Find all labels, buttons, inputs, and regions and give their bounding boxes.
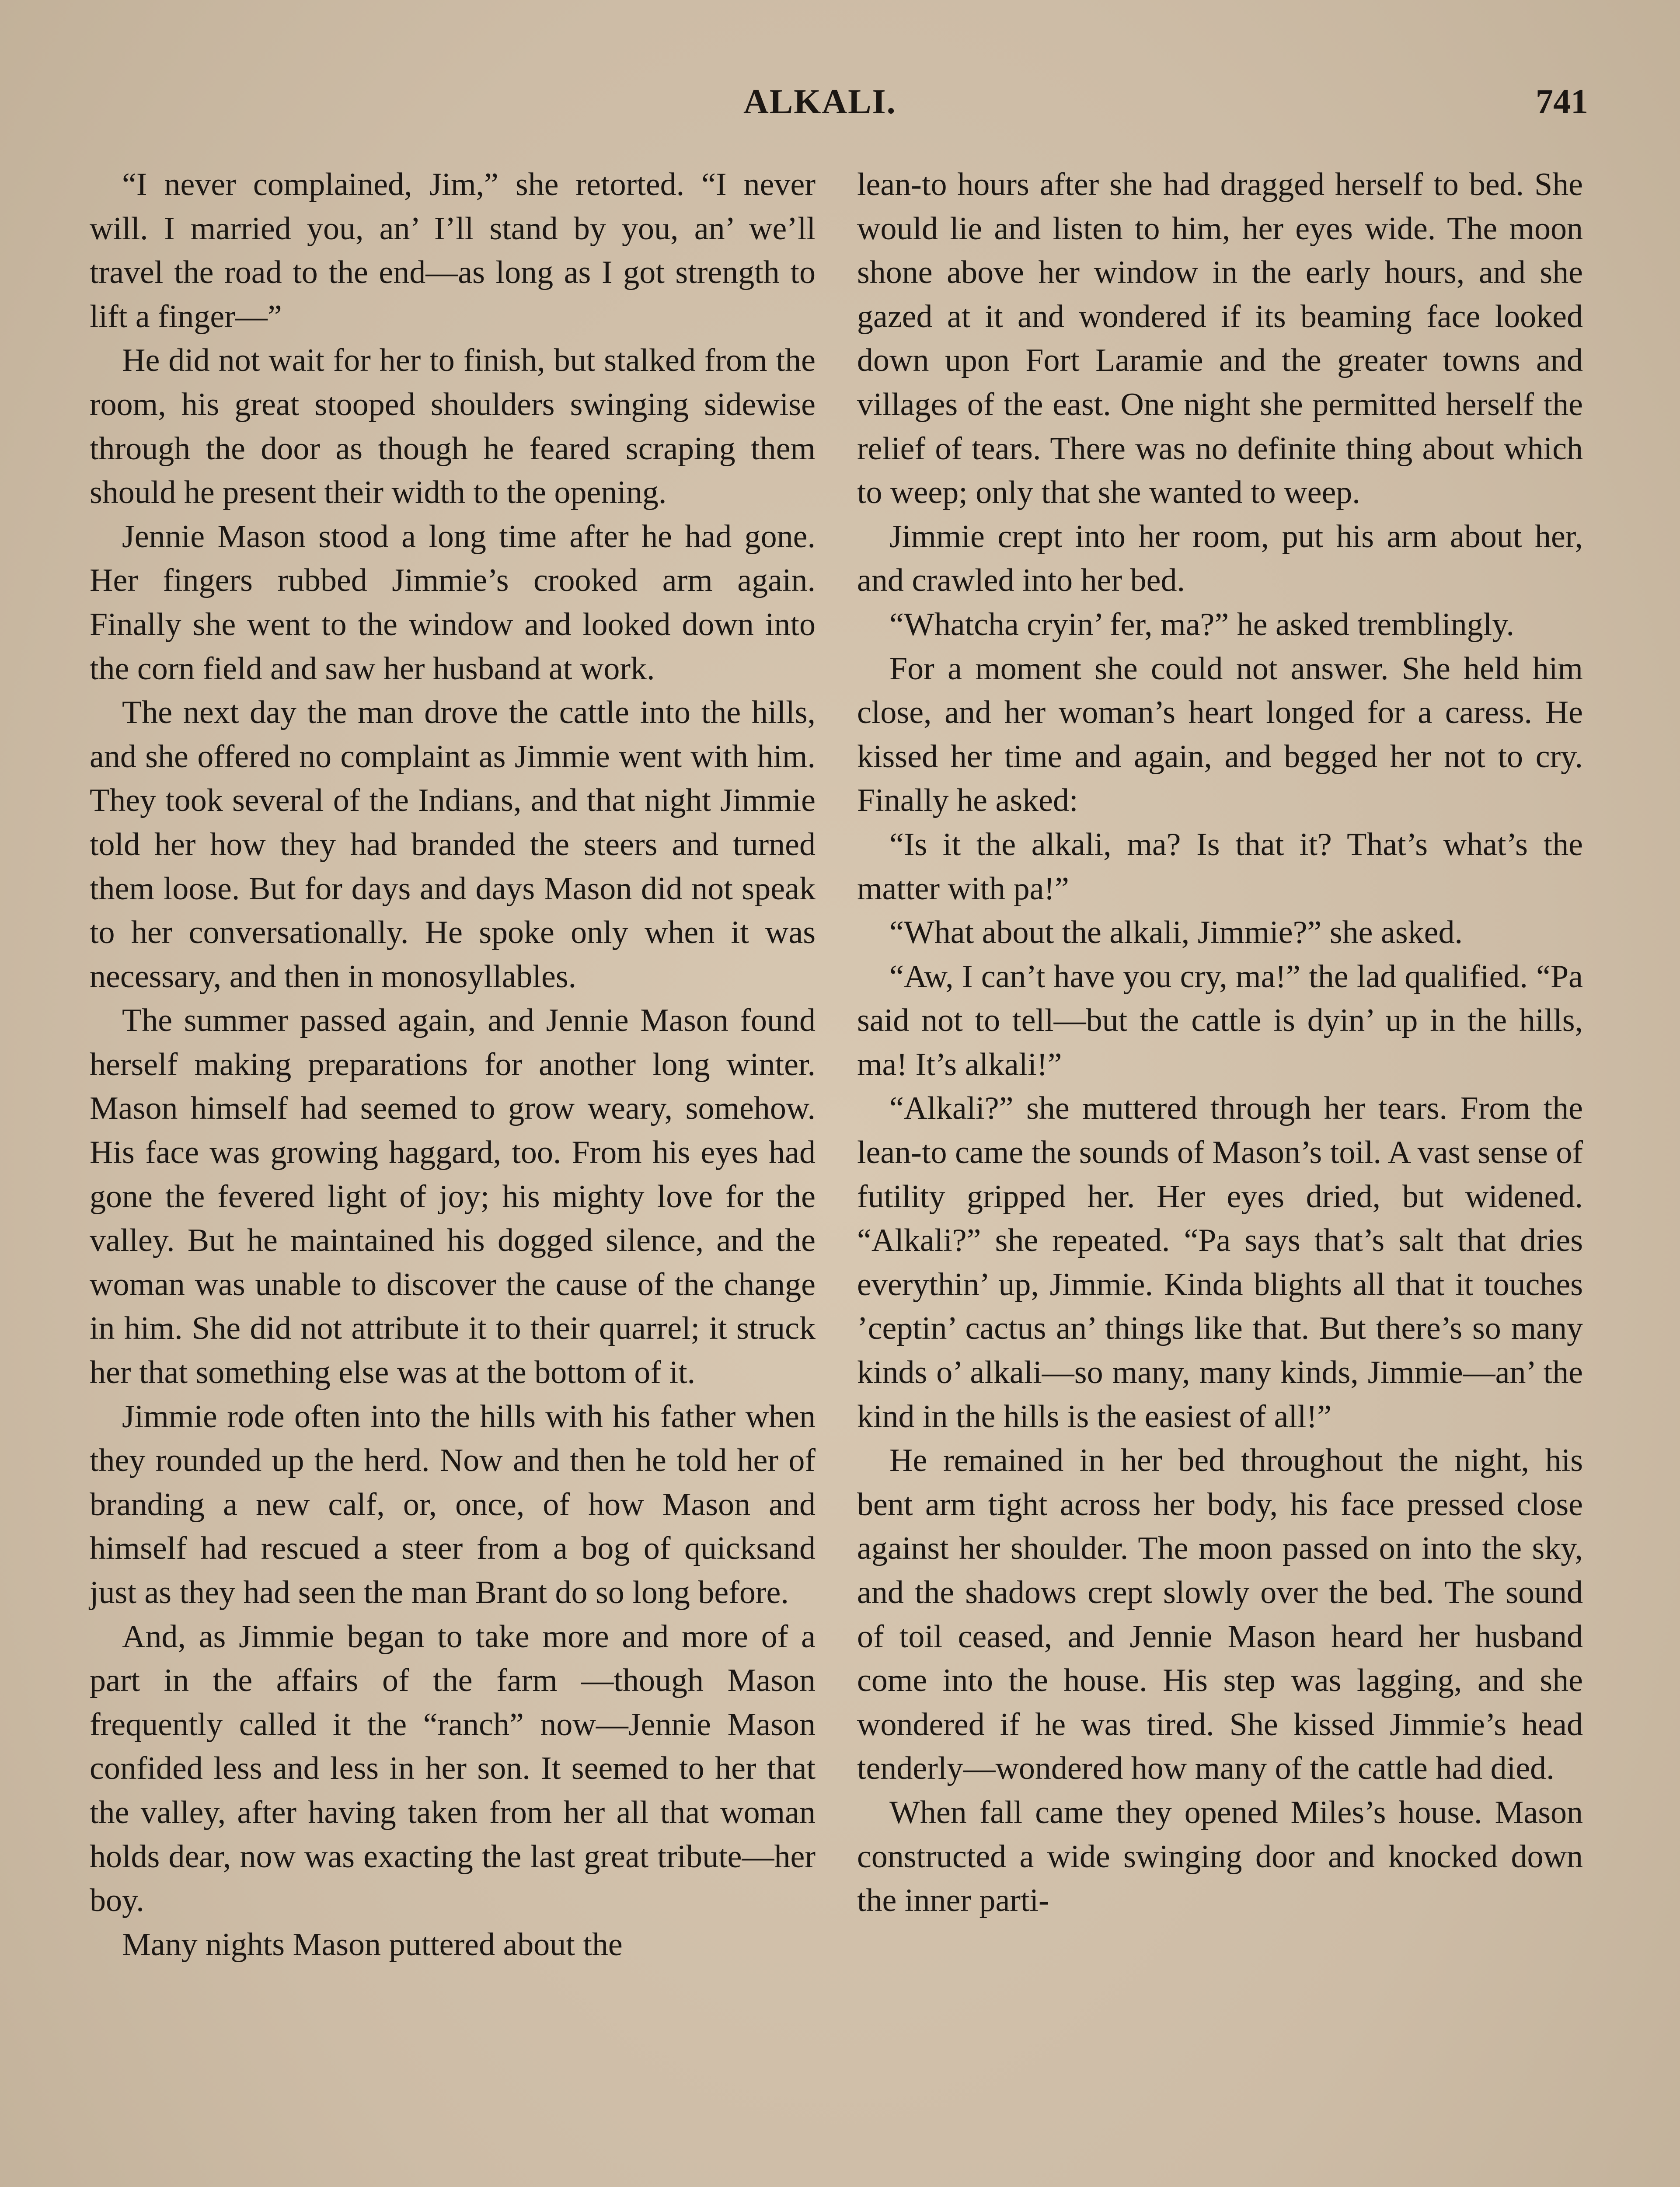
paragraph: “What about the alkali, Jimmie?” she asked. xyxy=(889,915,1463,951)
paragraph: “Aw, I can’t have you cry, ma!” the lad qualified. “Pa said not to tell—but the cattle is dyin’ up in the hills, ma! It’s alkali!” xyxy=(857,958,1583,1083)
left-column xyxy=(90,163,816,1967)
paragraph: “Alkali?” she muttered through her tears. From the lean-to came the sounds of Mason’s toil. A vast sense of futility gripped her. Her eyes dried, but widened. “Alkali?” she repeated. “Pa says that’s salt that dries everythin’ up, Jimmie. Kinda blights all that it touches ’ceptin’ cactus an’ things like that. But there’s so many kinds o’ alkali—so many, many kinds, Jimmie—an’ the kind in the hills is the easiest of all!” xyxy=(857,1090,1583,1435)
paragraph: Many nights Mason puttered about the xyxy=(122,1926,623,1963)
paragraph: For a moment she could not answer. She held him close, and her woman’s heart longed for a caress. He kissed her time and again, and begged her not to cry. Finally he asked: xyxy=(857,650,1583,819)
paragraph: “I never complained, Jim,” she retorted. “I never will. I married you, an’ I’ll stand by you, an’ we’ll travel the road to the end—as long as I got strength to lift a finger—” xyxy=(90,167,816,335)
paragraph: When fall came they opened Miles’s house. Mason constructed a wide swinging door and knocked down the inner parti- xyxy=(857,1794,1583,1919)
paragraph: The summer passed again, and Jennie Mason found herself making preparations for another long winter. Mason himself had seemed to grow weary, somehow. His face was growing haggard, too. From his eyes had gone the fevered light of joy; his mighty love for the valley. But he maintained his dogged silence, and the woman was unable to discover the cause of the change in him. She did not attribute it to their quarrel; it struck her that something else was at the bottom of it. xyxy=(90,1003,816,1391)
paragraph: “Whatcha cryin’ fer, ma?” he asked tremblingly. xyxy=(889,606,1515,643)
paragraph: Jimmie crept into her room, put his arm about her, and crawled into her bed. xyxy=(857,518,1583,599)
right-column xyxy=(857,163,1583,1923)
paragraph: Jennie Mason stood a long time after he had gone. Her fingers rubbed Jimmie’s crooked arm again. Finally she went to the window and looked down into the corn field and saw her husband at work. xyxy=(90,518,816,687)
running-title: ALKALI. xyxy=(743,83,896,121)
paragraph: He did not wait for her to finish, but stalked from the room, his great stooped shoulders swinging sidewise through the door as though he feared scraping them should he present their width to the opening. xyxy=(90,342,816,511)
page-number: 741 xyxy=(1536,83,1588,121)
paragraph: The next day the man drove the cattle into the hills, and she offered no complaint as Jimmie went with him. They took several of the Indians, and that night Jimmie told her how they had branded the steers and turned them loose. But for days and days Mason did not speak to her conversationally. He spoke only when it was necessary, and then in monosyllables. xyxy=(90,695,816,995)
paragraph: And, as Jimmie began to take more and more of a part in the affairs of the farm —though Mason frequently called it the “ranch” now—Jennie Mason confided less and less in her son. It seemed to her that the valley, after having taken from her all that woman holds dear, now was exacting the last great tribute—her boy. xyxy=(90,1618,816,1919)
paragraph-continued: lean-to hours after she had dragged herself to bed. She would lie and listen to him, her eyes wide. The moon shone above her window in the early hours, and she gazed at it and wondered if its beaming face looked down upon Fort Laramie and the greater towns and villages of the east. One night she permitted herself the relief of tears. There was no definite thing about which to weep; only that she wanted to weep. xyxy=(857,167,1583,511)
paragraph: “Is it the alkali, ma? Is that it? That’s what’s the matter with pa!” xyxy=(857,826,1583,907)
paragraph: He remained in her bed throughout the night, his bent arm tight across her body, his face pressed close against her shoulder. The moon passed on into the sky, and the shadows crept slowly over the bed. The sound of toil ceased, and Jennie Mason heard her husband come into the house. His step was lagging, and she wondered if he was tired. She kissed Jimmie’s head tenderly—wondered how many of the cattle had died. xyxy=(857,1443,1583,1787)
paragraph: Jimmie rode often into the hills with his father when they rounded up the herd. Now and then he told her of branding a new calf, or, once, of how Mason and himself had rescued a steer from a bog of quicksand just as they had seen the man Brant do so long before. xyxy=(90,1398,816,1611)
